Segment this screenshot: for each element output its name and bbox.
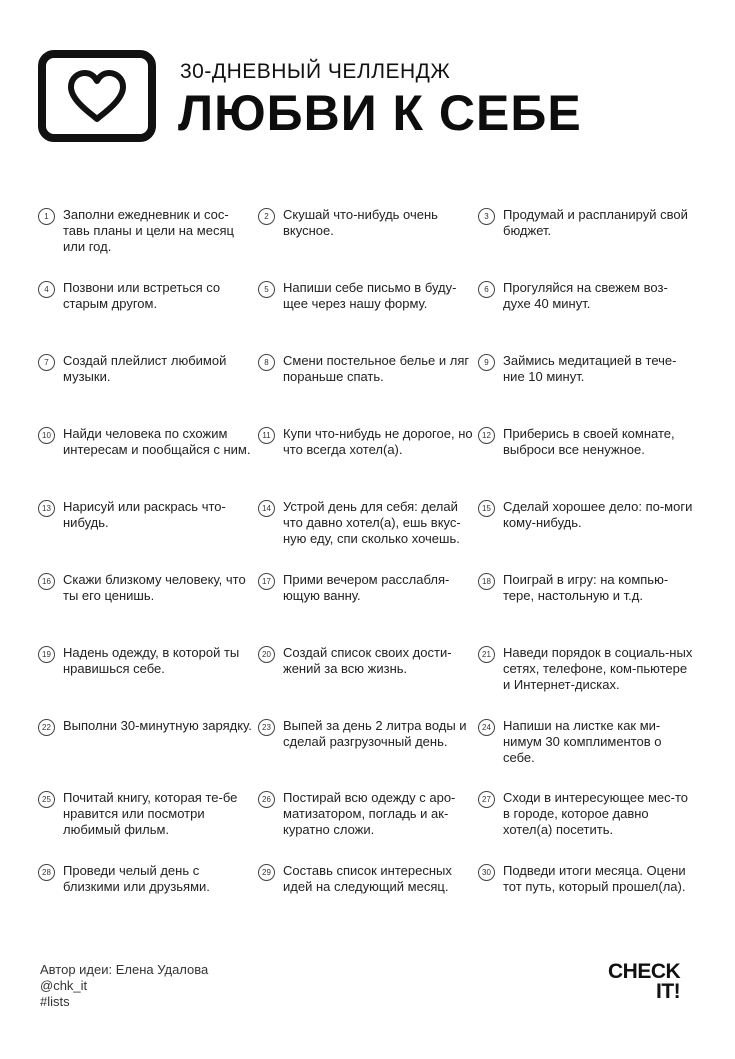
- author-credit: Автор идеи: Елена Удалова: [40, 962, 209, 977]
- item-text: Создай список своих дости-жений за всю жизнь.: [283, 645, 452, 676]
- item-number: 19: [38, 646, 55, 663]
- item-text: Составь список интересных идей на следующий месяц.: [283, 863, 452, 894]
- list-item: [258, 572, 478, 604]
- item-text: Заполни ежедневник и сос-тавь планы и цели на месяц или год.: [63, 207, 234, 254]
- item-text: Купи что-нибудь не дорогое, но что всегда хотел(а).: [283, 426, 473, 457]
- list-item: [258, 207, 478, 255]
- item-number: 20: [258, 646, 275, 663]
- list-item: [478, 499, 698, 547]
- item-text: Прими вечером расслабля-ющую ванну.: [283, 572, 450, 603]
- item-text: Прогуляйся на свежем воз-духе 40 минут.: [503, 280, 668, 311]
- item-text: Поиграй в игру: на компью-тере, настольную и т.д.: [503, 572, 669, 603]
- item-number: 16: [38, 573, 55, 590]
- hashtag: #lists: [40, 994, 70, 1009]
- list-row: [38, 353, 698, 385]
- item-number: 25: [38, 791, 55, 808]
- item-number: 29: [258, 864, 275, 881]
- item-number: 17: [258, 573, 275, 590]
- item-number: 2: [258, 208, 275, 225]
- list-row: [38, 499, 698, 547]
- item-text: Постирай всю одежду с аро-матизатором, погладь и ак-куратно сложи.: [283, 790, 456, 837]
- list-item: [38, 499, 258, 547]
- list-row: [38, 426, 698, 458]
- item-number: 26: [258, 791, 275, 808]
- item-number: 27: [478, 791, 495, 808]
- list-item: [478, 790, 698, 838]
- item-text: Наведи порядок в социаль-ных сетях, телефоне, ком-пьютере и Интернет-дисках.: [503, 645, 693, 692]
- brand-line-1: CHECK: [608, 960, 681, 983]
- page-title: ЛЮБВИ К СЕБЕ: [178, 85, 582, 141]
- social-handle: @chk_it: [40, 978, 88, 993]
- item-number: 13: [38, 500, 55, 517]
- list-item: [478, 280, 698, 312]
- list-item: [38, 718, 258, 766]
- list-item: [258, 718, 478, 766]
- item-number: 15: [478, 500, 495, 517]
- item-text: Сходи в интересующее мес-то в городе, которое давно хотел(а) посетить.: [503, 790, 689, 837]
- list-item: [258, 353, 478, 385]
- list-item: [478, 353, 698, 385]
- item-number: 21: [478, 646, 495, 663]
- list-row: [38, 863, 698, 895]
- item-text: Скажи близкому человеку, что ты его ценишь.: [63, 572, 246, 603]
- item-text: Подведи итоги месяца. Оцени тот путь, который прошел(ла).: [503, 863, 686, 894]
- item-text: Сделай хорошее дело: по-моги кому-нибудь.: [503, 499, 693, 530]
- item-text: Займись медитацией в тече-ние 10 минут.: [503, 353, 677, 384]
- item-number: 9: [478, 354, 495, 371]
- list-row: [38, 645, 698, 693]
- list-item: [38, 426, 258, 458]
- item-number: 14: [258, 500, 275, 517]
- item-text: Устрой день для себя: делай что давно хотел(а), ешь вкус-ную еду, спи сколько хочешь.: [283, 499, 461, 546]
- page-subtitle: 30-ДНЕВНЫЙ ЧЕЛЛЕНДЖ: [180, 60, 451, 83]
- brand-line-2: IT!: [656, 980, 681, 1003]
- list-item: [38, 645, 258, 693]
- item-number: 18: [478, 573, 495, 590]
- list-item: [478, 645, 698, 693]
- item-number: 24: [478, 719, 495, 736]
- item-number: 3: [478, 208, 495, 225]
- footer-credits: [40, 962, 208, 1010]
- item-number: 23: [258, 719, 275, 736]
- item-number: 11: [258, 427, 275, 444]
- item-number: 5: [258, 281, 275, 298]
- item-text: Напиши на листке как ми-нимум 30 комплиментов о себе.: [503, 718, 662, 765]
- list-row: [38, 572, 698, 604]
- list-item: [258, 790, 478, 838]
- heart-icon: [65, 69, 129, 123]
- item-number: 28: [38, 864, 55, 881]
- logo: [38, 50, 156, 142]
- item-number: 10: [38, 427, 55, 444]
- item-number: 4: [38, 281, 55, 298]
- item-text: Продумай и распланируй свой бюджет.: [503, 207, 688, 238]
- item-text: Смени постельное белье и ляг пораньше спать.: [283, 353, 470, 384]
- list-item: [258, 426, 478, 458]
- item-text: Найди человека по схожим интересам и пообщайся с ним.: [63, 426, 251, 457]
- list-item: [38, 353, 258, 385]
- list-item: [258, 499, 478, 547]
- list-item: [478, 207, 698, 255]
- item-text: Скушай что-нибудь очень вкусное.: [283, 207, 438, 238]
- item-number: 30: [478, 864, 495, 881]
- list-item: [478, 572, 698, 604]
- brand-logo: [608, 962, 680, 1002]
- list-item: [258, 645, 478, 693]
- list-item: [478, 863, 698, 895]
- item-text: Нарисуй или раскрась что-нибудь.: [63, 499, 226, 530]
- item-number: 6: [478, 281, 495, 298]
- list-item: [258, 863, 478, 895]
- item-number: 1: [38, 208, 55, 225]
- item-number: 8: [258, 354, 275, 371]
- item-text: Создай плейлист любимой музыки.: [63, 353, 227, 384]
- item-text: Проведи челый день с близкими или друзьями.: [63, 863, 210, 894]
- list-row: [38, 790, 698, 838]
- list-item: [478, 718, 698, 766]
- list-row: [38, 207, 698, 255]
- item-text: Выпей за день 2 литра воды и сделай разгрузочный день.: [283, 718, 467, 749]
- list-item: [478, 426, 698, 458]
- item-number: 12: [478, 427, 495, 444]
- list-item: [38, 572, 258, 604]
- item-number: 7: [38, 354, 55, 371]
- list-item: [38, 790, 258, 838]
- list-item: [258, 280, 478, 312]
- list-item: [38, 280, 258, 312]
- list-row: [38, 718, 698, 766]
- list-item: [38, 207, 258, 255]
- item-text: Надень одежду, в которой ты нравишься себе.: [63, 645, 240, 676]
- list-row: [38, 280, 698, 312]
- list-item: [38, 863, 258, 895]
- item-text: Выполни 30-минутную зарядку.: [63, 718, 252, 733]
- item-text: Почитай книгу, которая те-бе нравится или посмотри любимый фильм.: [63, 790, 238, 837]
- item-text: Позвони или встреться со старым другом.: [63, 280, 221, 311]
- item-number: 22: [38, 719, 55, 736]
- item-text: Приберись в своей комнате, выброси все ненужное.: [503, 426, 675, 457]
- item-text: Напиши себе письмо в буду-щее через нашу форму.: [283, 280, 457, 311]
